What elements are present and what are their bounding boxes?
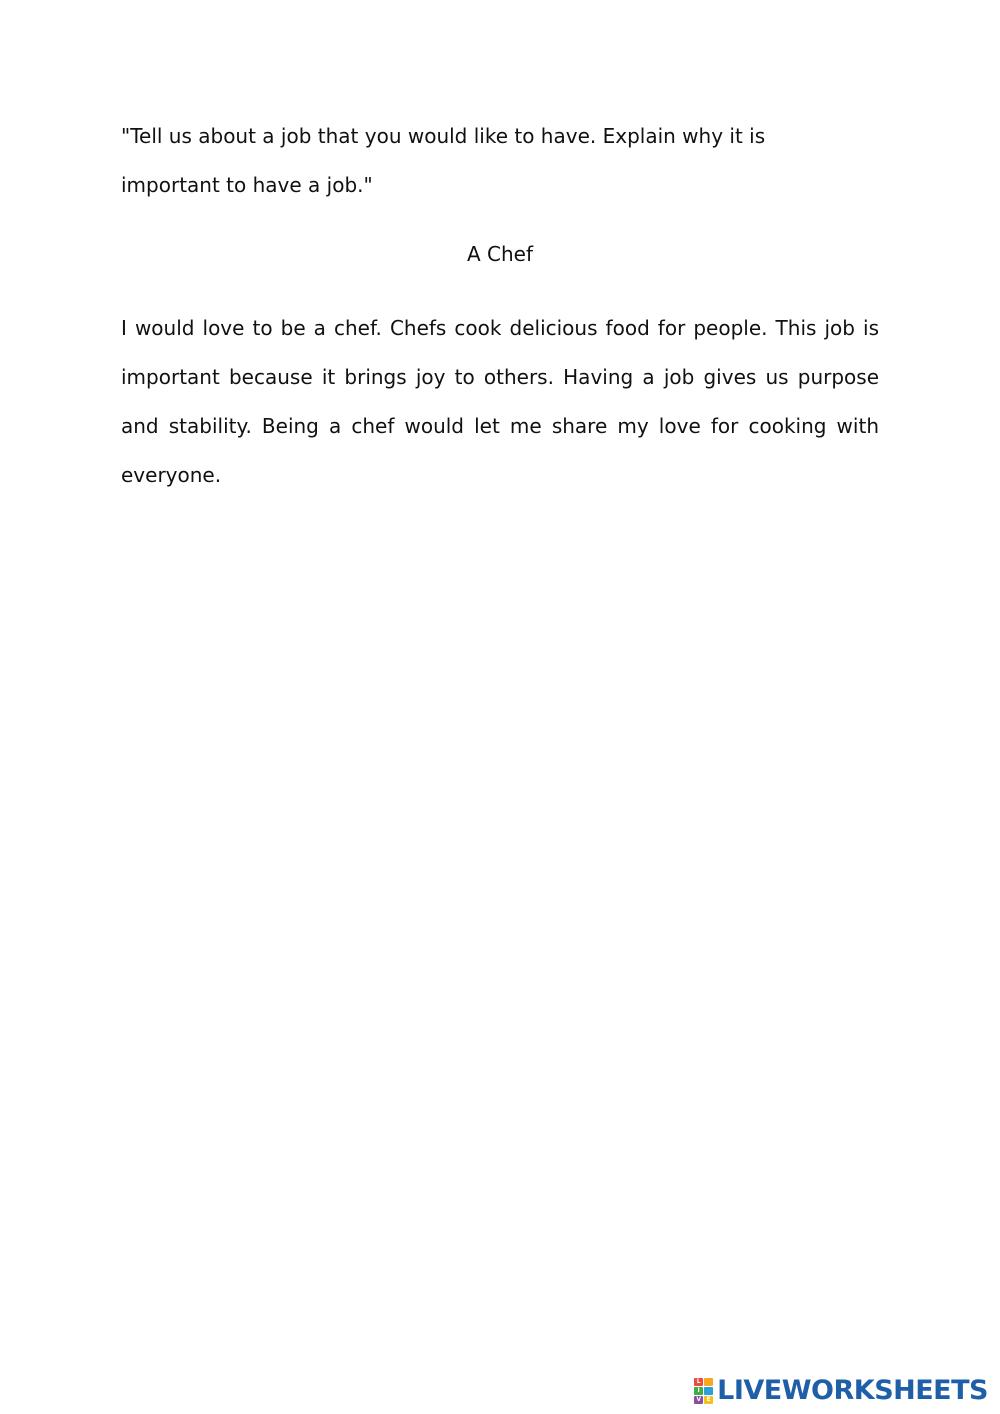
logo-block-3: I [694,1387,703,1395]
prompt-line-2: important to have a job." [121,173,373,197]
prompt-line-1: "Tell us about a job that you would like to have. Explain why it is [121,124,766,148]
logo-block-2 [704,1378,713,1386]
essay-line-3: and stability. Being a chef would let me share my love for cooking with [121,414,879,438]
logo-block-1: L [694,1378,703,1386]
essay-line-2: important because it brings joy to others. Having a job gives us purpose [121,365,879,389]
logo-block-6: E [704,1396,713,1404]
essay-line-4: everyone. [121,463,222,487]
essay-line-1: I would love to be a chef. Chefs cook delicious food for people. This job is [121,316,879,340]
essay-prompt [121,112,821,210]
liveworksheets-logo-icon [694,1378,714,1404]
essay-title: A Chef [466,242,534,266]
logo-text: LIVEWORKSHEETS [717,1375,988,1406]
logo-block-5: V [694,1396,703,1404]
logo-block-4 [704,1387,713,1395]
essay-body [121,304,879,500]
liveworksheets-logo [694,1373,988,1409]
